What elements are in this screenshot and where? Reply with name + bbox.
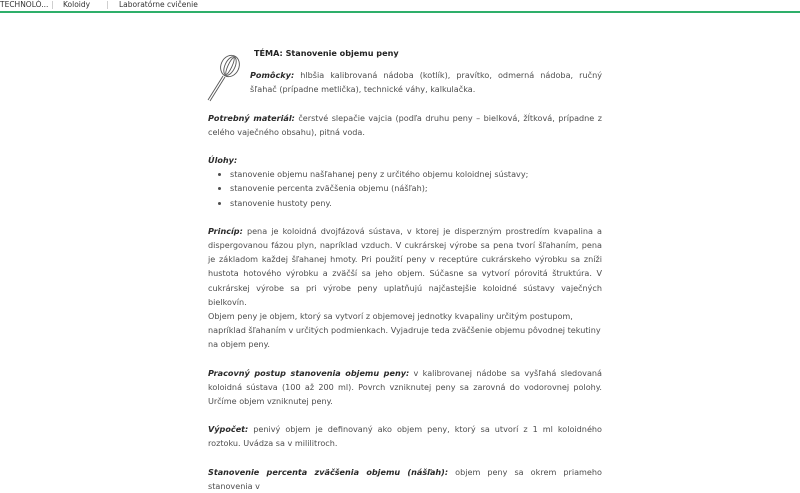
material-paragraph <box>208 111 602 139</box>
list-item: • stanovenie objemu našľahanej peny z určitého objemu koloidnej sústavy; <box>230 167 602 181</box>
tools-text: hlbšia kalibrovaná nádoba (kotlík), pravítko, odmerná nádoba, ručný šľahač (prípadne metlička), technické váhy, kalkulačka. <box>250 70 602 95</box>
principle-label: Princíp: <box>208 225 243 236</box>
calc-text: penivý objem je definovaný ako objem peny, ktorý sa utvorí z 1 ml koloidného roztoku. Uvádza sa v mililitroch. <box>208 424 602 449</box>
tasks-list <box>208 167 602 210</box>
breadcrumb <box>0 0 800 13</box>
breadcrumb-separator <box>52 1 53 9</box>
breadcrumb-separator <box>107 1 108 9</box>
percent-label: Stanovenie percenta zväčšenia objemu (nášľah): <box>208 466 449 477</box>
tools-paragraph <box>250 68 602 96</box>
percent-text: objem peny sa okrem priameho stanovenia v <box>208 466 602 491</box>
procedure-label: Pracovný postup stanovenia objemu peny: <box>208 367 410 378</box>
material-label: Potrebný materiál: <box>208 112 295 123</box>
principle-paragraph-2: Objem peny je objem, ktorý sa vytvorí z objemovej jednotky kvapaliny určitým postupom, napríklad šľahaním v určitých podmienkach. Vyjadruje teda zväčšenie objemu pôvodnej tekutiny na objem peny. <box>208 311 601 350</box>
principle-text: pena je koloidná dvojfázová sústava, v ktorej je disperzným prostredím kvapalina a dispergovanou fázou plyn, napríklad vzduch. V cukrárskej výrobe sa pena tvorí šľahaním, pena je základom každej šľahanej hmoty. Pri použití peny v receptúre cukrárskeho výrobku sa zníži hustota hotového výrobku a zväčší sa jeho objem. Súčasne sa vytvorí pórovitá štruktúra. V cukrárskej výrobe sa pri výrobe peny uplatňujú najčastejšie koloidné sústavy vaječných bielkovín. <box>208 225 602 307</box>
procedure-text: v kalibrovanej nádobe sa vyšľahá sledovaná koloidná sústava (100 až 200 ml). Povrch vzniknutej peny sa zarovná do vodorovnej polohy. Určíme objem vzniknutej peny. <box>208 367 602 407</box>
tools-label: Pomôcky: <box>250 70 295 81</box>
breadcrumb-item-technology[interactable]: TECHNOLÓ... <box>0 0 49 9</box>
principle-paragraph <box>208 224 602 309</box>
page-title: TÉMA: Stanovenie objemu peny <box>254 48 399 58</box>
material-text: čerstvé slepačie vajcia (podľa druhu peny – bielková, žĺtková, prípadne z celého vaječného obsahu), pitná voda. <box>208 112 602 137</box>
tasks-heading <box>208 153 602 167</box>
percent-paragraph <box>208 465 602 493</box>
breadcrumb-item-lab[interactable]: Laboratórne cvičenie <box>119 0 198 9</box>
list-item: • stanovenie hustoty peny. <box>230 196 602 210</box>
breadcrumb-item-koloidy[interactable]: Koloidy <box>63 0 91 9</box>
tasks-label: Úlohy: <box>208 155 238 166</box>
calc-label: Výpočet: <box>208 424 249 435</box>
procedure-paragraph <box>208 366 602 409</box>
calc-paragraph <box>208 422 602 450</box>
document-body <box>208 46 602 493</box>
list-item: • stanovenie percenta zväčšenia objemu (nášľah); <box>230 181 602 195</box>
